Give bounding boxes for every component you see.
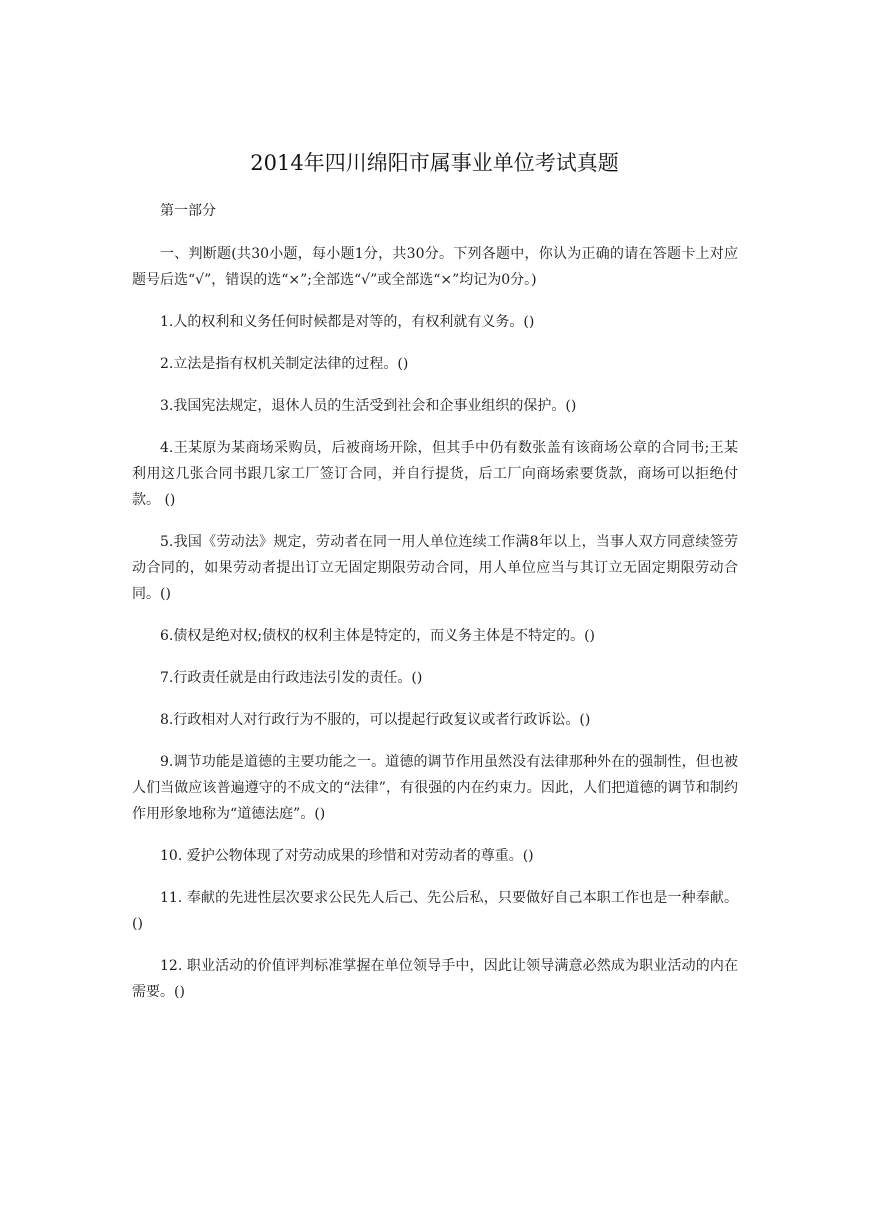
question-item: 12. 职业活动的价值评判标准掌握在单位领导手中，因此让领导满意必然成为职业活动的内在需要。() — [132, 958, 738, 1000]
question-item: 9.调节功能是道德的主要功能之一。道德的调节作用虽然没有法律那种外在的强制性，但也被人们当做应该普遍遵守的不成文的“法律”，有很强的内在约束力。因此，人们把道德的调节和制约作用形象地称为“道德法庭”。() — [132, 754, 738, 822]
question-item: 1.人的权利和义务任何时候都是对等的，有权利就有义务。() — [160, 314, 535, 330]
question-item: 11. 奉献的先进性层次要求公民先人后己、先公后私，只要做好自己本职工作也是一种奉献。() — [132, 890, 738, 932]
question-item: 7.行政责任就是由行政违法引发的责任。() — [160, 670, 423, 686]
question-item: 2.立法是指有权机关制定法律的过程。() — [160, 356, 409, 372]
document-title: 2014年四川绵阳市属事业单位考试真题 — [250, 151, 619, 175]
document-body — [132, 198, 738, 1021]
question-item: 10. 爱护公物体现了对劳动成果的珍惜和对劳动者的尊重。() — [160, 848, 534, 864]
question-item: 3.我国宪法规定，退休人员的生活受到社会和企事业组织的保护。() — [160, 398, 577, 414]
part-label: 第一部分 — [160, 203, 216, 219]
question-item: 4.王某原为某商场采购员，后被商场开除，但其手中仍有数张盖有该商场公章的合同书;王某利用这几张合同书跟几家工厂签订合同，并自行提货，后工厂向商场索要货款，商场可以拒绝付款。 () — [132, 440, 738, 508]
instructions-paragraph: 一、判断题(共30小题，每小题1分，共30分。下列各题中，你认为正确的请在答题卡上对应题号后选“√”，错误的选“×”;全部选“√”或全部选“×”均记为0分。) — [132, 246, 738, 288]
question-item: 6.债权是绝对权;债权的权利主体是特定的，而义务主体是不特定的。() — [160, 628, 595, 644]
question-item: 5.我国《劳动法》规定，劳动者在同一用人单位连续工作满8年以上，当事人双方同意续签劳动合同的，如果劳动者提出订立无固定期限劳动合同，用人单位应当与其订立无固定期限劳动合同。() — [132, 534, 738, 602]
question-item: 8.行政相对人对行政行为不服的，可以提起行政复议或者行政诉讼。() — [160, 712, 591, 728]
